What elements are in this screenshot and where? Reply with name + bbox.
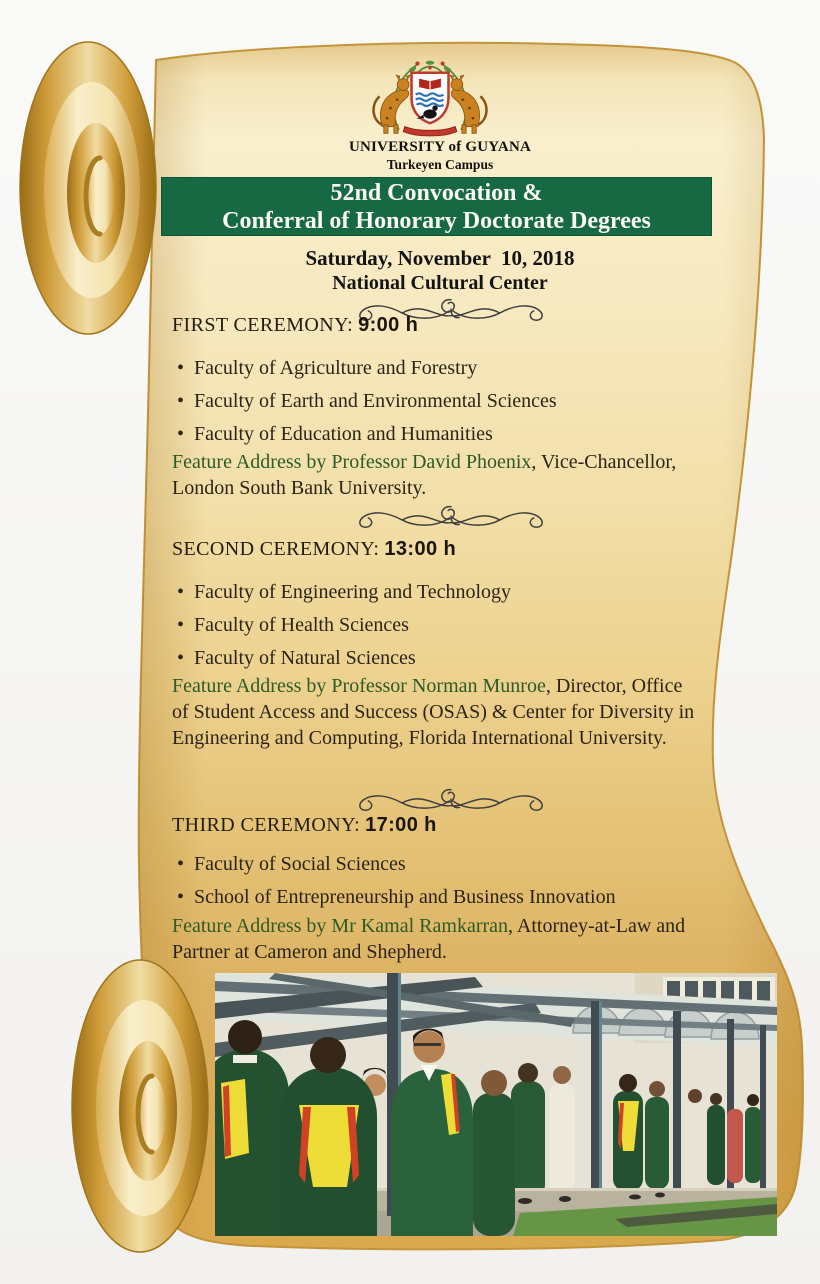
ceremony-3-time: 17:00 h — [365, 814, 437, 836]
campus-name: Turkeyen Campus — [386, 157, 494, 172]
ceremony-2-faculty-list — [177, 576, 717, 675]
event-date: Saturday, November 10, 2018 — [305, 246, 575, 270]
flourish-divider — [345, 504, 557, 530]
faculty-item: • Faculty of Social Sciences — [177, 848, 717, 881]
faculty-item: • Faculty of Earth and Environmental Sciences — [177, 385, 717, 418]
title-line-1: 52nd Convocation & — [330, 179, 543, 206]
feature-speaker: Feature Address by Professor Norman Munroe — [172, 675, 546, 697]
ceremony-3-name: THIRD CEREMONY: — [172, 814, 361, 836]
motto-ribbon — [403, 127, 457, 136]
ceremony-1-faculty-list — [177, 352, 717, 451]
ceremony-3-feature-address — [172, 913, 700, 965]
university-crest — [352, 56, 508, 140]
graduation-photo — [215, 973, 777, 1236]
ceremony-1-time: 9:00 h — [358, 314, 419, 336]
feature-role: , Director, Office of Student Access and Success (OSAS) & Center for Diversity in Engineering and Computing, Florida International University. — [172, 675, 695, 749]
title-line-2: Conferral of Honorary Doctorate Degrees — [222, 207, 651, 234]
faculty-item: • Faculty of Education and Humanities — [177, 418, 717, 451]
faculty-item: • Faculty of Natural Sciences — [177, 642, 717, 675]
event-venue: National Cultural Center — [332, 272, 548, 294]
ceremony-1-feature-address — [172, 449, 700, 501]
university-name: UNIVERSITY of GUYANA — [348, 139, 532, 155]
jaguar-supporter-right — [450, 75, 486, 133]
crest-shield — [412, 73, 449, 123]
ceremony-1-heading — [172, 314, 728, 337]
ceremony-3-faculty-list — [177, 848, 717, 914]
feature-speaker: Feature Address by Professor David Phoenix — [172, 451, 532, 473]
flourish-divider — [345, 787, 557, 813]
faculty-item: • Faculty of Engineering and Technology — [177, 576, 717, 609]
faculty-item: • School of Entrepreneurship and Business Innovation — [177, 881, 717, 914]
ceremony-3-heading — [172, 814, 728, 837]
jaguar-supporter-left — [374, 75, 410, 133]
title-banner — [161, 177, 712, 236]
ceremony-2-heading — [172, 538, 728, 561]
feature-speaker: Feature Address by Mr Kamal Ramkarran — [172, 915, 509, 937]
feature-role: , Attorney-at-Law and Partner at Cameron and Shepherd. — [172, 915, 686, 963]
scroll-curl-bottom — [72, 960, 208, 1252]
faculty-item: • Faculty of Agriculture and Forestry — [177, 352, 717, 385]
ceremony-2-name: SECOND CEREMONY: — [172, 538, 380, 560]
ceremony-2-feature-address — [172, 673, 700, 751]
ceremony-1-name: FIRST CEREMONY: — [172, 314, 354, 336]
ceremony-2-time: 13:00 h — [384, 538, 457, 560]
faculty-item: • Faculty of Health Sciences — [177, 609, 717, 642]
feature-role: , Vice-Chancellor, London South Bank University. — [172, 451, 677, 499]
